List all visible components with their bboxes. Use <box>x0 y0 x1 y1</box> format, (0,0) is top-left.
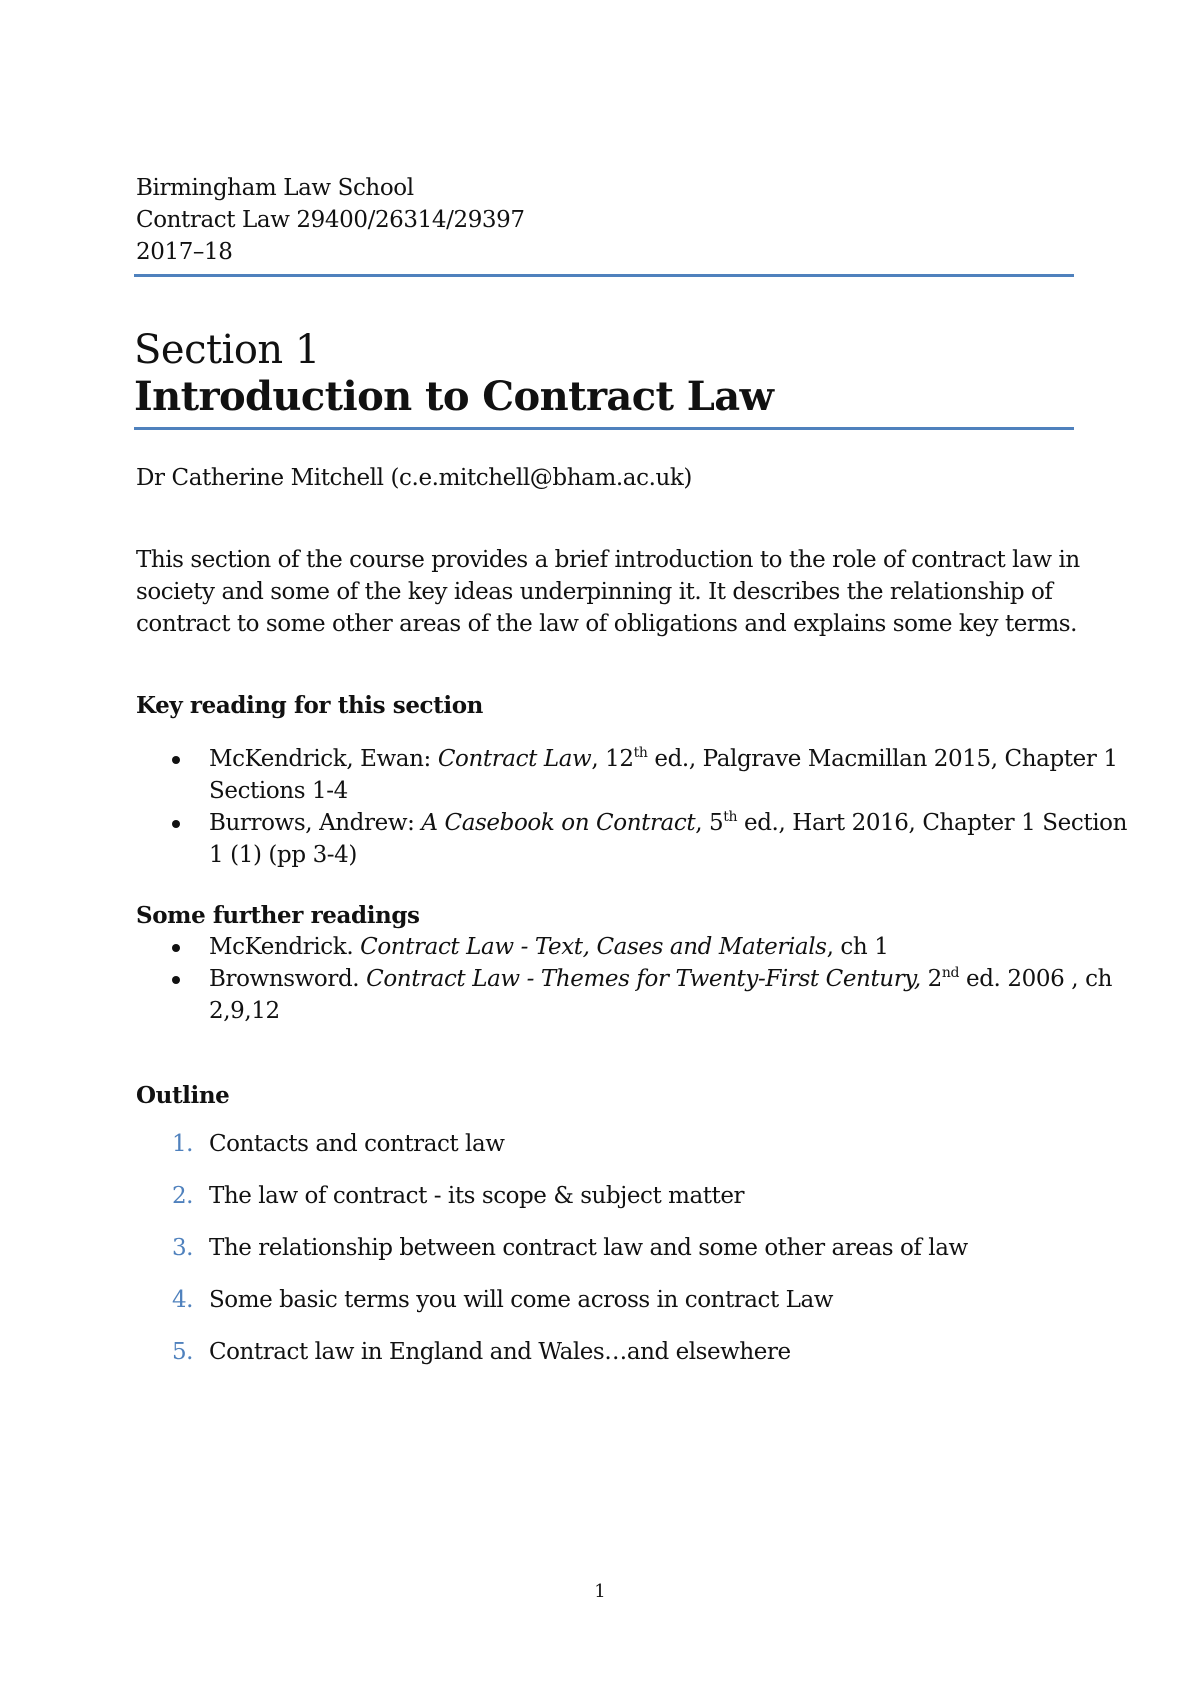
reading-author: Burrows, Andrew: <box>209 810 422 836</box>
reading-book: Contract Law <box>437 746 592 772</box>
list-item <box>136 1232 968 1284</box>
reading-line-continued: Sections 1-4 <box>209 778 348 804</box>
further-readings-list <box>136 931 1126 1027</box>
reading-word: ch <box>1085 966 1112 992</box>
reading-book: Contract Law - Text, Cases and Materials <box>360 934 827 960</box>
reading-word: 2 <box>927 966 942 992</box>
intro-line: society and some of the key ideas underpinning it. It describes the relationship of <box>136 579 1053 605</box>
bullet-icon <box>172 944 180 952</box>
title-divider <box>134 427 1074 430</box>
list-item <box>136 931 1126 963</box>
section-label: Section 1 <box>134 327 320 373</box>
list-item <box>136 807 1128 871</box>
document-header <box>136 172 525 268</box>
edition-suffix: nd <box>941 965 960 981</box>
reading-line <box>209 963 1118 995</box>
page-number: 1 <box>594 1581 606 1602</box>
bullet-icon <box>172 756 180 764</box>
list-item <box>136 963 1126 1027</box>
outline-text: Some basic terms you will come across in contract Law <box>209 1287 833 1313</box>
reading-line-continued: 1 (1) (pp 3-4) <box>209 842 357 868</box>
reading-details: ed., Hart 2016, Chapter 1 Section <box>737 810 1128 836</box>
list-item <box>136 1336 968 1388</box>
reading-author: McKendrick, Ewan: <box>209 746 438 772</box>
section-title: Introduction to Contract Law <box>134 373 774 420</box>
header-divider <box>134 274 1074 277</box>
author-line: Dr Catherine Mitchell (c.e.mitchell@bham.ac.uk) <box>136 465 692 491</box>
list-item <box>136 743 1118 807</box>
intro-paragraph <box>136 544 1096 640</box>
reading-word: Brownsword. <box>209 966 360 992</box>
reading-details: , ch 1 <box>826 934 889 960</box>
edition-suffix: th <box>633 745 648 761</box>
reading-word: for <box>636 966 669 992</box>
school-name: Birmingham Law School <box>136 175 414 201</box>
reading-author: McKendrick. <box>209 934 361 960</box>
edition-suffix: th <box>723 809 738 825</box>
outline-list <box>136 1128 968 1388</box>
outline-number: 3. <box>172 1235 194 1261</box>
outline-number: 4. <box>172 1287 194 1313</box>
reading-line <box>209 931 1126 963</box>
list-item <box>136 1284 968 1336</box>
reading-word: Contract <box>366 966 466 992</box>
reading-word: , <box>1071 966 1079 992</box>
reading-line <box>209 743 1118 775</box>
course-code: Contract Law 29400/26314/29397 <box>136 207 525 233</box>
reading-edition: , 5 <box>695 810 724 836</box>
outline-heading: Outline <box>136 1082 230 1109</box>
reading-details: ed., Palgrave Macmillan 2015, Chapter 1 <box>647 746 1118 772</box>
outline-number: 1. <box>172 1131 194 1157</box>
key-reading-heading: Key reading for this section <box>136 692 483 719</box>
reading-word: Themes <box>540 966 630 992</box>
key-reading-list <box>136 743 1128 871</box>
intro-line: This section of the course provides a brief introduction to the role of contract law in <box>136 547 1080 573</box>
reading-word: - <box>526 966 534 992</box>
reading-line <box>209 807 1128 839</box>
list-item <box>136 1128 968 1180</box>
reading-word: Twenty-First <box>675 966 819 992</box>
reading-word: Law <box>472 966 520 992</box>
outline-text: Contacts and contract law <box>209 1131 505 1157</box>
reading-word: Century, <box>825 966 921 992</box>
outline-text: Contract law in England and Wales…and elsewhere <box>209 1339 791 1365</box>
outline-text: The relationship between contract law and some other areas of law <box>209 1235 968 1261</box>
outline-text: The law of contract - its scope & subject matter <box>209 1183 745 1209</box>
reading-word: 2006 <box>1007 966 1065 992</box>
reading-line-continued: 2,9,12 <box>209 998 280 1024</box>
bullet-icon <box>172 820 180 828</box>
intro-line: contract to some other areas of the law of obligations and explains some key terms. <box>136 611 1078 637</box>
further-readings-heading: Some further readings <box>136 902 420 929</box>
bullet-icon <box>172 976 180 984</box>
reading-edition-group <box>826 966 959 992</box>
reading-word: ed. <box>966 966 1001 992</box>
outline-number: 2. <box>172 1183 194 1209</box>
list-item <box>136 1180 968 1232</box>
reading-edition: , 12 <box>591 746 634 772</box>
reading-book: A Casebook on Contract <box>421 810 696 836</box>
outline-number: 5. <box>172 1339 194 1365</box>
academic-year: 2017–18 <box>136 239 233 265</box>
